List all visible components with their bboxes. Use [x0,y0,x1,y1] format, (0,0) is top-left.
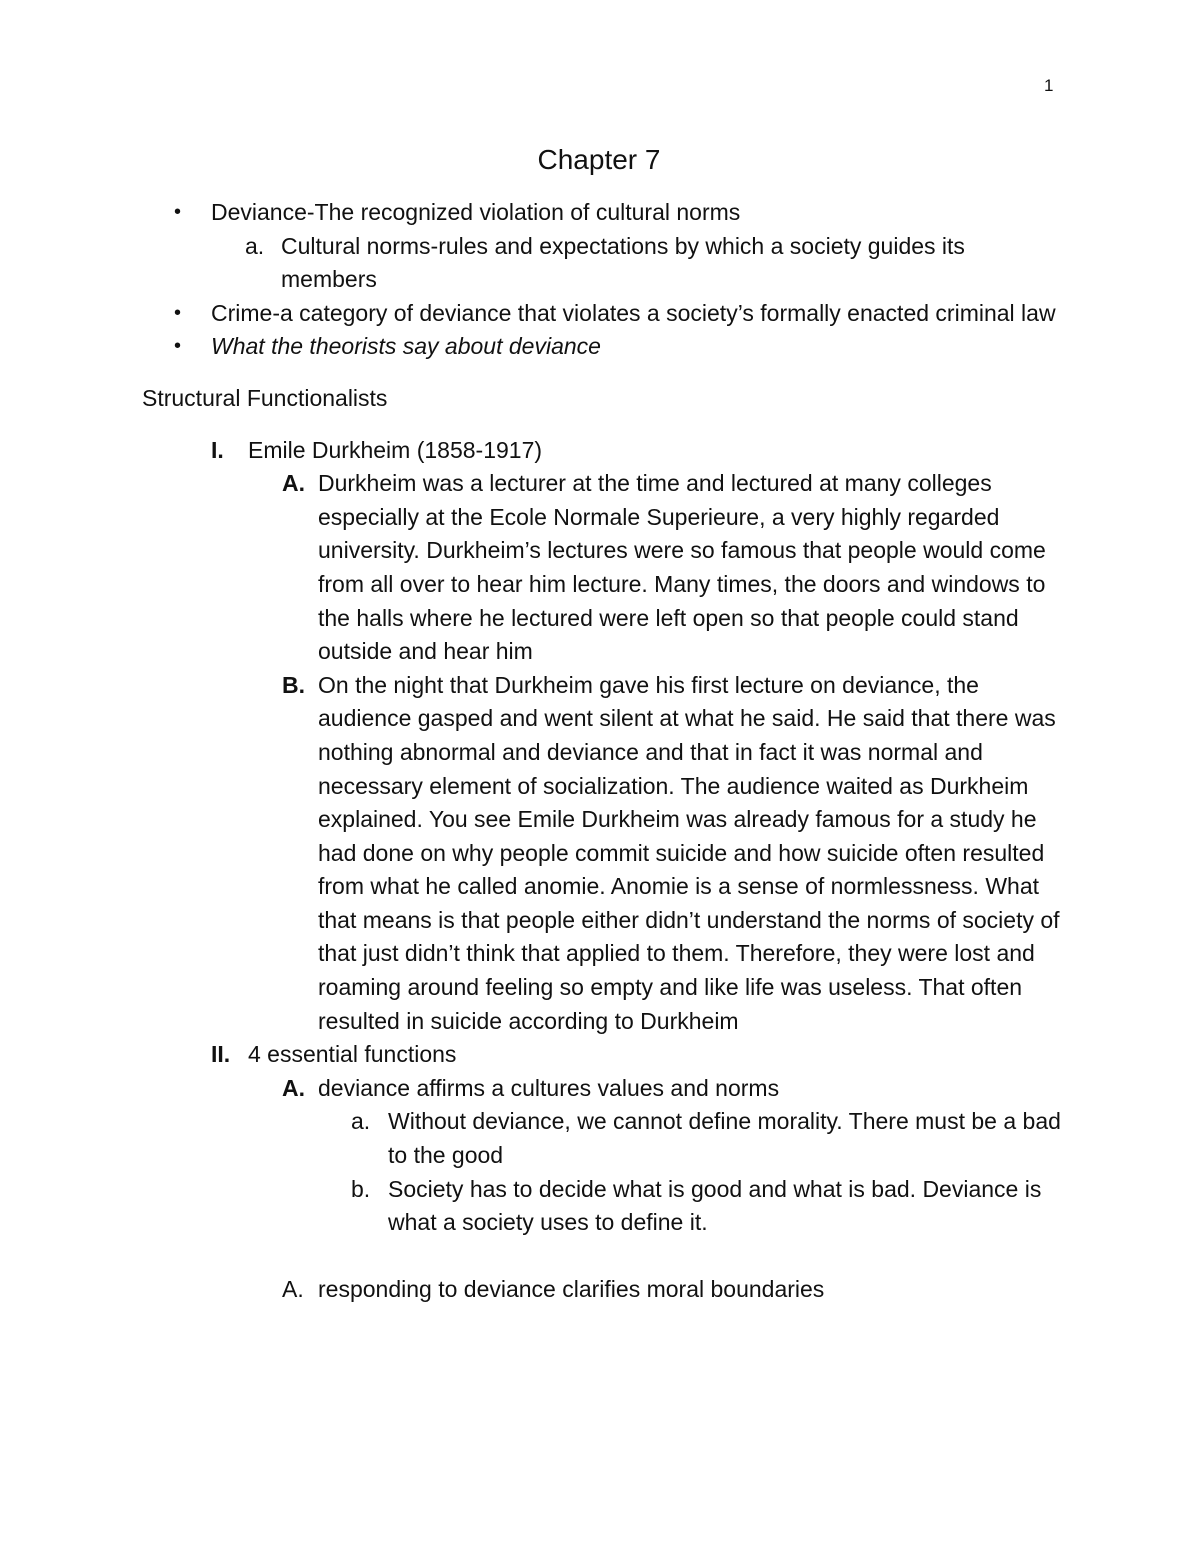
list-marker: A. [282,1275,304,1302]
outline-item-A [142,1072,1062,1106]
sub-item-text: Cultural norms-rules and expectations by which a society guides its members [281,232,965,293]
outline-heading: Emile Durkheim (1858-1917) [248,436,543,463]
outline-heading: 4 essential functions [248,1041,457,1068]
outline-item-II [142,1038,1062,1072]
section-heading: Structural Functionalists [142,384,388,411]
bullet-icon: • [174,335,182,358]
outline-item-A [142,1273,1062,1307]
list-marker: b. [351,1175,371,1202]
document-body [142,140,1062,1306]
list-marker: a. [245,232,265,259]
list-marker: a. [351,1108,371,1135]
list-item [142,330,1062,364]
paragraph-text: Durkheim was a lecturer at the time and lectured at many colleges especially at the Ecole Normale Superieure, a very highly regarded university. Durkheim’s lectures were so famous that people would come from all over to hear him lecture. Many times, the doors and windows to the halls where he lectured were left open so that people could stand outside and hear him [318,470,1046,665]
outline-item-A [142,467,1062,669]
blank-line [142,1240,1062,1273]
page-title: Chapter 7 [537,144,661,175]
paragraph-text: Without deviance, we cannot define morality. There must be a bad to the good [388,1108,1061,1169]
outline-item-B [142,669,1062,1039]
bullet-icon: • [174,301,182,324]
list-marker: A. [282,470,305,497]
list-marker: A. [282,1074,305,1101]
list-item [142,196,1062,230]
outline-item-I [142,434,1062,468]
list-marker: II. [211,1041,231,1068]
paragraph-text: deviance affirms a cultures values and norms [318,1074,780,1101]
paragraph-text: Society has to decide what is good and what is bad. Deviance is what a society uses to define it. [388,1175,1042,1236]
sub-list-item [142,230,1062,297]
page-number: 1 [1044,76,1054,95]
bullet-text: Crime-a category of deviance that violates a society’s formally enacted criminal law [211,299,1056,326]
paragraph-text: On the night that Durkheim gave his first lecture on deviance, the audience gasped and went silent at what he said. He said that there was nothing abnormal and deviance and that in fact it was normal and necessary element of socialization. The audience waited as Durkheim explained. You see Emile Durkheim was already famous for a study he had done on why people commit suicide and how suicide often resulted from what he called anomie. Anomie is a sense of normlessness. What that means is that people either didn’t understand the norms of society of that just didn’t think that applied to them. Therefore, they were lost and roaming around feeling so empty and like life was useless. That often resulted in suicide according to Durkheim [318,671,1060,1034]
outline-item-a [142,1105,1062,1172]
list-marker: I. [211,436,224,463]
definition-list [142,196,1062,364]
paragraph-text: responding to deviance clarifies moral boundaries [318,1275,825,1302]
outline-item-b [142,1173,1062,1240]
list-item [142,297,1062,331]
bullet-icon: • [174,201,182,223]
bullet-text: What the theorists say about deviance [211,333,601,360]
bullet-text: Deviance-The recognized violation of cultural norms [211,199,741,225]
list-marker: B. [282,671,305,698]
